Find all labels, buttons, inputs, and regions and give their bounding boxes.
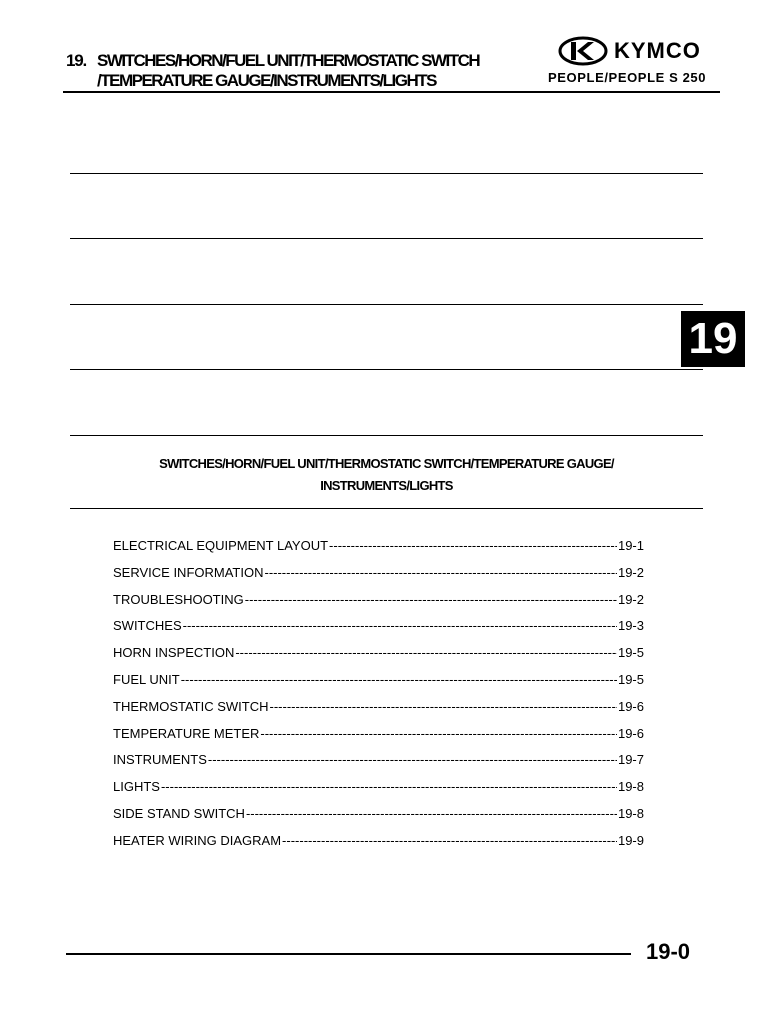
- blank-rule: [70, 369, 703, 370]
- toc-page: 19-5: [617, 645, 644, 661]
- brand-logo: [558, 36, 701, 66]
- toc-page: 19-1: [617, 538, 644, 553]
- toc-label: HORN INSPECTION: [113, 645, 235, 661]
- blank-rule: [70, 435, 703, 436]
- section-rule: [70, 508, 703, 509]
- page-number: 19-0: [646, 939, 691, 964]
- toc-item[interactable]: [113, 726, 644, 753]
- toc-label: FUEL UNIT: [113, 671, 180, 687]
- toc-item[interactable]: [113, 645, 644, 672]
- toc-label: TEMPERATURE METER: [113, 725, 260, 741]
- toc-item[interactable]: [113, 806, 644, 833]
- toc-leader: [282, 833, 617, 848]
- toc-item[interactable]: [113, 752, 644, 779]
- toc-leader: [264, 565, 616, 580]
- toc-leader: [161, 779, 617, 794]
- blank-rule: [70, 238, 703, 239]
- footer-rule: [66, 953, 631, 955]
- model-name: PEOPLE/PEOPLE S 250: [548, 70, 707, 85]
- section-title-line-2: INSTRUMENTS/LIGHTS: [320, 478, 453, 493]
- toc-leader: [181, 672, 617, 687]
- toc-leader: [183, 618, 617, 633]
- toc-item[interactable]: [113, 565, 644, 592]
- toc-page: 19-8: [617, 779, 644, 795]
- blank-rule: [70, 173, 703, 174]
- kymco-mark-icon: [558, 36, 608, 66]
- toc-item[interactable]: [113, 672, 644, 699]
- toc-page: 19-6: [617, 698, 644, 714]
- toc-label: SERVICE INFORMATION: [113, 564, 264, 580]
- toc-page: 19-9: [617, 832, 644, 848]
- chapter-title-line-1: SWITCHES/HORN/FUEL UNIT/THERMOSTATIC SWITCH: [97, 51, 480, 70]
- toc-leader: [246, 806, 617, 821]
- toc-leader: [270, 699, 617, 714]
- brand-name: KYMCO: [614, 38, 701, 63]
- toc-leader: [245, 592, 617, 607]
- toc-leader: [208, 752, 617, 767]
- toc-item[interactable]: [113, 618, 644, 645]
- toc-label: LIGHTS: [113, 779, 160, 795]
- section-title-line-1: SWITCHES/HORN/FUEL UNIT/THERMOSTATIC SWITCH/TEMPERATURE GAUGE/: [159, 456, 614, 471]
- toc-item[interactable]: [113, 699, 644, 726]
- toc-label: HEATER WIRING DIAGRAM: [113, 832, 282, 848]
- toc-label: ELECTRICAL EQUIPMENT LAYOUT: [113, 538, 329, 553]
- toc-page: 19-7: [617, 752, 644, 768]
- chapter-tab: 19: [681, 311, 745, 367]
- section-title: [70, 453, 703, 497]
- header-rule: [63, 91, 720, 93]
- toc-page: 19-2: [617, 591, 644, 607]
- toc-label: TROUBLESHOOTING: [113, 591, 244, 607]
- toc-leader: [329, 538, 617, 553]
- toc-page: 19-3: [617, 618, 644, 634]
- toc-leader: [260, 726, 617, 741]
- toc-label: SIDE STAND SWITCH: [113, 805, 245, 821]
- toc-page: 19-8: [617, 805, 644, 821]
- toc-page: 19-6: [617, 725, 644, 741]
- toc-item[interactable]: [113, 538, 644, 565]
- toc-page: 19-2: [617, 564, 644, 580]
- chapter-number: 19.: [66, 51, 87, 70]
- toc-leader: [235, 645, 617, 660]
- toc-item[interactable]: [113, 833, 644, 860]
- toc-label: SWITCHES: [113, 618, 182, 634]
- table-of-contents: [113, 538, 644, 860]
- toc-item[interactable]: [113, 592, 644, 619]
- toc-item[interactable]: [113, 779, 644, 806]
- blank-rule: [70, 304, 703, 305]
- toc-page: 19-5: [617, 671, 644, 687]
- toc-label: INSTRUMENTS: [113, 752, 207, 768]
- chapter-title-line-2: /TEMPERATURE GAUGE/INSTRUMENTS/LIGHTS: [97, 71, 436, 90]
- toc-label: THERMOSTATIC SWITCH: [113, 698, 269, 714]
